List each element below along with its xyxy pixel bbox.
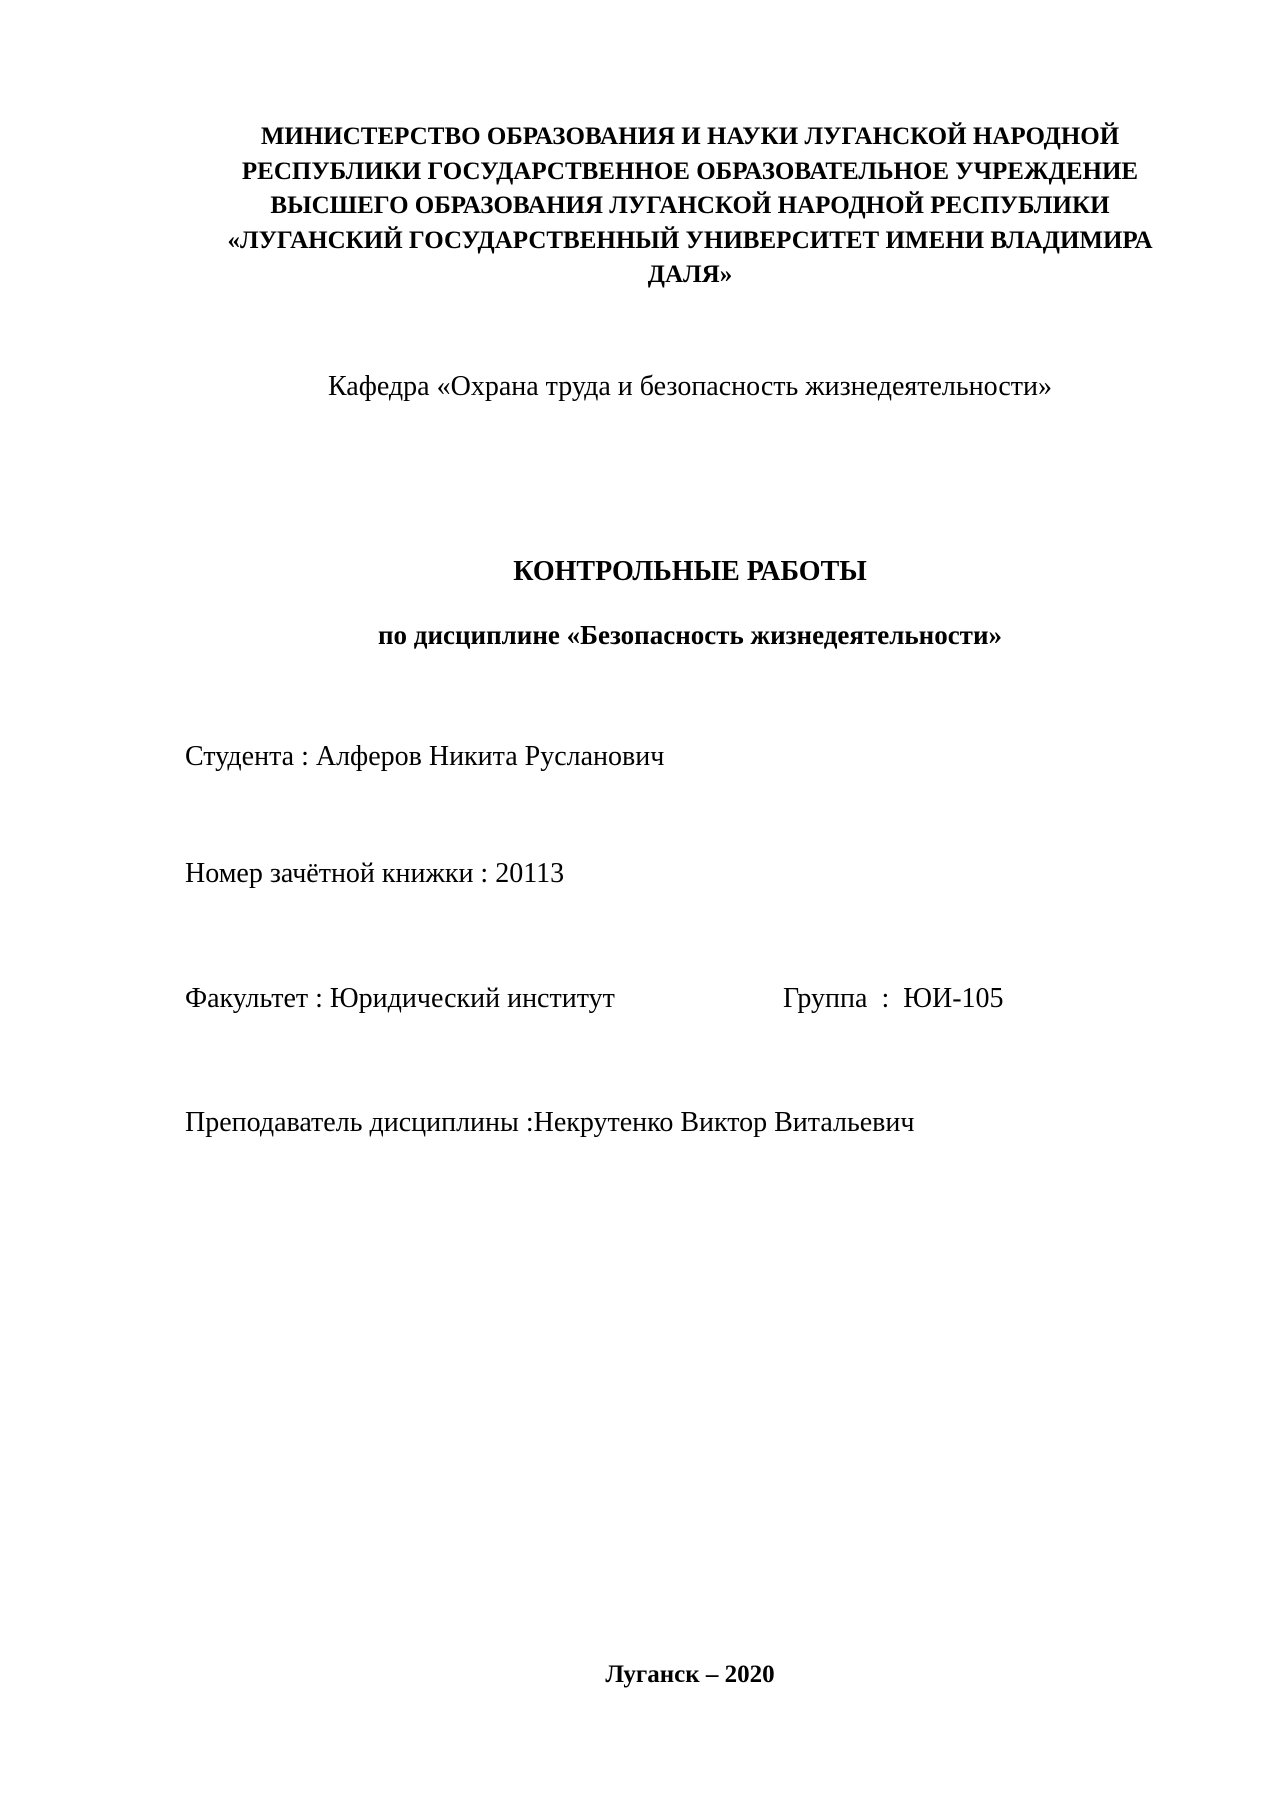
teacher-separator: : bbox=[518, 1107, 534, 1138]
group-label: Группа bbox=[783, 983, 868, 1014]
teacher-label: Преподаватель дисциплины bbox=[185, 1107, 519, 1138]
student-name: Алферов Никита Русланович bbox=[315, 741, 665, 772]
faculty-label: Факультет bbox=[185, 983, 309, 1014]
ministry-line-5: ДАЛЯ» bbox=[647, 261, 733, 288]
group-separator: : bbox=[867, 983, 904, 1014]
teacher-name: Некрутенко Виктор Витальевич bbox=[533, 1107, 915, 1138]
group-code: ЮИ-105 bbox=[903, 983, 1004, 1014]
ministry-line-2: РЕСПУБЛИКИ ГОСУДАРСТВЕННОЕ ОБРАЗОВАТЕЛЬНОЕ УЧРЕЖДЕНИЕ bbox=[241, 157, 1139, 185]
faculty-name: Юридический институт bbox=[329, 983, 615, 1014]
work-title: КОНТРОЛЬНЫЕ РАБОТЫ bbox=[513, 556, 867, 587]
department-name: Кафедра «Охрана труда и безопасность жизнедеятельности» bbox=[328, 371, 1052, 402]
record-book-label: Номер зачётной книжки bbox=[185, 858, 474, 889]
record-book-separator: : bbox=[473, 858, 496, 889]
discipline-title: по дисциплине «Безопасность жизнедеятельности» bbox=[377, 620, 1003, 650]
ministry-line-3: ВЫСШЕГО ОБРАЗОВАНИЯ ЛУГАНСКОЙ НАРОДНОЙ РЕСПУБЛИКИ bbox=[270, 192, 1110, 219]
ministry-line-4: «ЛУГАНСКИЙ ГОСУДАРСТВЕННЫЙ УНИВЕРСИТЕТ ИМЕНИ ВЛАДИМИРА bbox=[227, 226, 1153, 254]
student-separator: : bbox=[294, 741, 316, 772]
group-field bbox=[783, 982, 1004, 1016]
record-book-number: 20113 bbox=[495, 858, 565, 889]
faculty-separator: : bbox=[308, 983, 330, 1014]
city-year: Луганск – 2020 bbox=[605, 1661, 775, 1688]
ministry-line-1: МИНИСТЕРСТВО ОБРАЗОВАНИЯ И НАУКИ ЛУГАНСКОЙ НАРОДНОЙ bbox=[260, 123, 1120, 150]
faculty-field bbox=[185, 982, 615, 1016]
student-field bbox=[185, 740, 664, 774]
ministry-header bbox=[185, 120, 1195, 293]
teacher-field bbox=[185, 1106, 914, 1140]
student-label: Студента bbox=[185, 741, 295, 772]
record-book-field bbox=[185, 857, 564, 891]
